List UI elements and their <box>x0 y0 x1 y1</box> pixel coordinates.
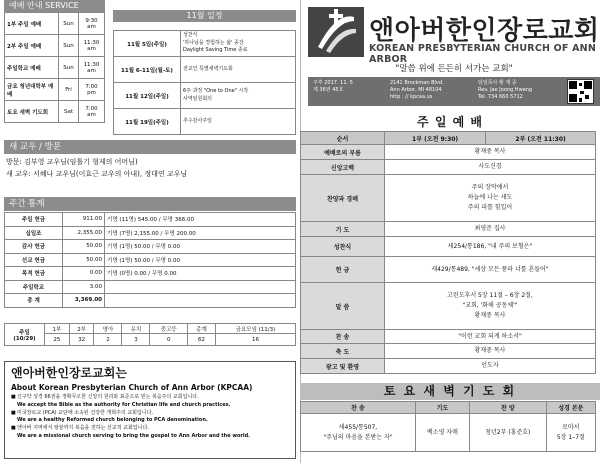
offering-amount: 2,355.00 <box>63 226 105 240</box>
prayer-title: 토 요 새 벽 기 도 회 <box>300 383 600 400</box>
address-info: 2141 Brockman Blvd. Ann Arbor, MI 48104 http : // kpcaa.us <box>390 80 444 100</box>
schedule-desc: 전교인 특별새벽기도회 <box>181 57 296 83</box>
attendance-header: 중고등 <box>150 324 188 334</box>
offering-row <box>5 267 296 281</box>
church-name-ko: 앤아버한인장로교회 <box>369 16 600 46</box>
schedule-row <box>114 109 296 135</box>
worship-value: 최영준 집사 <box>385 222 596 237</box>
worship-label: 광고 및 환영 <box>301 359 385 374</box>
visitors-text: 방문: 김부영 교우님(임툴기 형제의 어머님) <box>6 158 138 166</box>
worship-table <box>300 131 596 374</box>
about-item-text: 신구약 성경 66권을 정확무오한 신앙의 원리와 표준으로 믿는 복음주의 교회입니다. <box>17 394 199 400</box>
attendance-value: 3 <box>122 334 150 346</box>
worship-label: 찬 송 <box>301 330 385 344</box>
offering-amount: 3,369.00 <box>63 294 105 308</box>
prayer-header: 찬 양 <box>469 402 546 414</box>
about-item-text: 미국장로교 (PCA) 교단에 소속된 건강한 개혁주의 교회입니다. <box>17 409 154 416</box>
attendance-value: 62 <box>187 334 215 346</box>
service-day: Sat <box>59 101 79 123</box>
worship-header-row <box>301 132 596 145</box>
schedule-row <box>114 83 296 109</box>
worship-value: 새429/통489, "세상 모든 풍파 너를 흔들어" <box>385 257 596 283</box>
about-item-text: We are a missional church serving to bring the gospel to Ann Arbor and the world. <box>17 432 251 439</box>
worship-row <box>301 257 596 283</box>
service-day: Fri <box>59 79 79 101</box>
offering-label: 감사 헌금 <box>5 240 63 254</box>
service-name: 2부 주일 예배 <box>5 35 59 57</box>
prayer-value: 새455/통507, "주님의 마음을 본받는 자" <box>301 414 416 452</box>
attendance-header: 금요모임 (11/3) <box>215 324 295 334</box>
worship-row <box>301 175 596 222</box>
cross-logo-icon <box>308 7 364 57</box>
offering-row <box>5 294 296 308</box>
offering-detail <box>105 280 296 294</box>
schedule-date: 11월 6-11일(월-토) <box>114 57 181 83</box>
about-list-item <box>11 402 289 410</box>
attendance-label: 주일 (10/29) <box>5 324 45 346</box>
bullet-icon: ■ <box>11 425 16 432</box>
attendance-value: 25 <box>45 334 70 346</box>
worship-row <box>301 222 596 237</box>
schedule-header: 11월 일정 <box>113 10 296 22</box>
offering-header: 주간 통계 <box>4 197 296 211</box>
service-time: 9:30 am <box>79 13 105 35</box>
about-church-box <box>4 361 296 459</box>
prayer-header-row <box>301 402 596 414</box>
worship-row <box>301 145 596 160</box>
service-name: 주일학교 예배 <box>5 57 59 79</box>
service-name: 금요 청년대학부 예배 <box>5 79 59 101</box>
info-bar <box>308 77 600 106</box>
service-time: 11:30 am <box>79 57 105 79</box>
schedule-date: 11월 12일(주일) <box>114 83 181 109</box>
offering-detail: 기명 (1명) 50.00 / 무명 0.00 <box>105 253 296 267</box>
service-row <box>5 13 105 35</box>
attendance-header: 총계 <box>187 324 215 334</box>
prayer-header: 찬 송 <box>301 402 416 414</box>
offering-row <box>5 226 296 240</box>
worship-value: "이런 교회 되게 하소서" <box>385 330 596 344</box>
church-motto: "말씀 위에 든든히 서가는 교회" <box>395 64 513 74</box>
service-day: Sun <box>59 13 79 35</box>
service-row <box>5 57 105 79</box>
offering-amount: 0.00 <box>63 267 105 281</box>
church-name-en: KOREAN PRESBYTERIAN CHURCH OF ANN ARBOR <box>369 43 596 65</box>
about-item-text: We are a healthy Reformed church belonging to PCA denomination. <box>17 417 208 424</box>
offering-label: 주일 헌금 <box>5 213 63 227</box>
offering-table <box>4 212 296 308</box>
church-logo <box>308 7 364 57</box>
service-header: 예배 안내 SERVICE <box>4 0 105 12</box>
schedule-desc: 6주 과정 "One to One" 시작 사역임원회의 <box>181 83 296 109</box>
worship-header: 순서 <box>301 132 385 145</box>
worship-label: 기 도 <box>301 222 385 237</box>
attendance-value: 32 <box>69 334 94 346</box>
attendance-table <box>4 323 296 346</box>
offering-amount: 911.00 <box>63 213 105 227</box>
worship-value: 주의 장막에서 하늘에 나는 새도 주의 피를 힘입어 <box>385 175 596 222</box>
offering-label: 선교 헌금 <box>5 253 63 267</box>
worship-row <box>301 330 596 344</box>
attendance-value: 0 <box>150 334 188 346</box>
offering-label: 십일조 <box>5 226 63 240</box>
offering-row <box>5 253 296 267</box>
worship-row <box>301 359 596 374</box>
about-title-ko: 앤아버한인장로교회는 <box>11 366 127 380</box>
schedule-row <box>114 31 296 57</box>
newcomers-header: 새 교우 / 방문 <box>4 140 296 154</box>
about-list-item <box>11 394 289 402</box>
service-row <box>5 101 105 123</box>
attendance-header: 2부 <box>69 324 94 334</box>
offering-detail: 기명 (7명) 2,155.00 / 무명 200.00 <box>105 226 296 240</box>
service-day: Sun <box>59 35 79 57</box>
attendance-value-row <box>5 334 296 346</box>
about-list-item <box>11 425 289 433</box>
offering-detail: 기명 (11명) 545.00 / 무명 366.00 <box>105 213 296 227</box>
bullet-icon: ■ <box>11 409 16 416</box>
worship-header: 2부 (오전 11:30) <box>486 132 596 145</box>
bullet-icon: ■ <box>11 394 16 400</box>
prayer-header: 성경 본문 <box>546 402 595 414</box>
worship-label: 말 씀 <box>301 283 385 330</box>
offering-label: 총 계 <box>5 294 63 308</box>
offering-detail: 기명 (0명) 0.00 / 무명 0.00 <box>105 267 296 281</box>
offering-label: 목적 헌금 <box>5 267 63 281</box>
about-title-en: About Korean Presbyterian Church of Ann Arbor (KPCAA) <box>11 383 253 392</box>
offering-amount: 50.00 <box>63 240 105 254</box>
worship-label: 성찬식 <box>301 237 385 257</box>
worship-value: 황재중 목사 <box>385 145 596 160</box>
offering-row <box>5 280 296 294</box>
service-row <box>5 79 105 101</box>
schedule-desc: 성찬식 '하나님을 경험하는 삶' 종강 Daylight Saving Time 종료 <box>181 31 296 57</box>
worship-label: 예배로의 부름 <box>301 145 385 160</box>
schedule-table <box>113 30 296 135</box>
service-time: 7:00 pm <box>79 79 105 101</box>
worship-header: 1부 (오전 9:30) <box>385 132 486 145</box>
schedule-desc: 추수감사주일 <box>181 109 296 135</box>
service-time: 7:00 am <box>79 101 105 123</box>
worship-value: 인도자 <box>385 359 596 374</box>
new-members-text: 새 교우: 서혜나 교우님(이효근 교우의 아내), 정대연 교우님 <box>6 170 188 178</box>
attendance-header: 1부 <box>45 324 70 334</box>
service-name: 토요 새벽 기도회 <box>5 101 59 123</box>
worship-value: 고린도후서 5장 11절 – 6장 2절, "교회, '화해 공동체'" 황재중 목사 <box>385 283 596 330</box>
worship-title: 주 일 예 배 <box>417 115 483 129</box>
about-list <box>11 394 289 441</box>
worship-label: 축 도 <box>301 344 385 359</box>
worship-label: 신앙고백 <box>301 160 385 175</box>
prayer-table <box>300 401 596 452</box>
prayer-row <box>301 414 596 452</box>
issue-info: 주후 2017. 11. 5 제 36권 45호 <box>313 80 353 93</box>
attendance-value: 2 <box>94 334 122 346</box>
service-name: 1부 주일 예배 <box>5 13 59 35</box>
prayer-value: 백소영 자매 <box>415 414 469 452</box>
worship-value: 황재중 목사 <box>385 344 596 359</box>
worship-row <box>301 160 596 175</box>
offering-row <box>5 240 296 254</box>
worship-label: 헌 금 <box>301 257 385 283</box>
attendance-header-row <box>5 324 296 334</box>
prayer-value: 로마서 5장 1–7절 <box>546 414 595 452</box>
offering-detail: 기명 (1명) 50.00 / 무명 0.00 <box>105 240 296 254</box>
offering-amount: 3.00 <box>63 280 105 294</box>
attendance-header: 영아 <box>94 324 122 334</box>
worship-row <box>301 283 596 330</box>
service-day: Sun <box>59 57 79 79</box>
newcomers-section <box>6 156 296 180</box>
about-item-text: We accept the Bible as the authority for Christian life and church practices. <box>17 401 231 408</box>
service-time: 11:30 am <box>79 35 105 57</box>
worship-row <box>301 344 596 359</box>
service-row <box>5 35 105 57</box>
offering-detail <box>105 294 296 308</box>
attendance-value: 16 <box>215 334 295 346</box>
service-table <box>4 12 105 123</box>
offering-label: 주일학교 <box>5 280 63 294</box>
schedule-date: 11월 19일(주일) <box>114 109 181 135</box>
prayer-value: 청년2부 (홍준호) <box>469 414 546 452</box>
worship-row <box>301 237 596 257</box>
schedule-date: 11월 5일(주일) <box>114 31 181 57</box>
worship-value: 새254/통186, "내 주의 보혈은" <box>385 237 596 257</box>
offering-amount: 50.00 <box>63 253 105 267</box>
about-list-item <box>11 410 289 418</box>
about-list-item <box>11 433 289 441</box>
pastor-info: 담임목사 황 재 중 Rev. Jae Joong Hwang Tel. 734 660 5712 <box>478 80 533 100</box>
worship-value: 사도신경 <box>385 160 596 175</box>
offering-row <box>5 213 296 227</box>
about-item-text: 앤아버 지역에서 땅끝까지 복음을 전하는 선교적 교회입니다. <box>17 425 149 432</box>
attendance-header: 유치 <box>122 324 150 334</box>
worship-label: 찬양과 경배 <box>301 175 385 222</box>
prayer-header: 기도 <box>415 402 469 414</box>
qr-code-icon <box>567 79 594 104</box>
schedule-row <box>114 57 296 83</box>
